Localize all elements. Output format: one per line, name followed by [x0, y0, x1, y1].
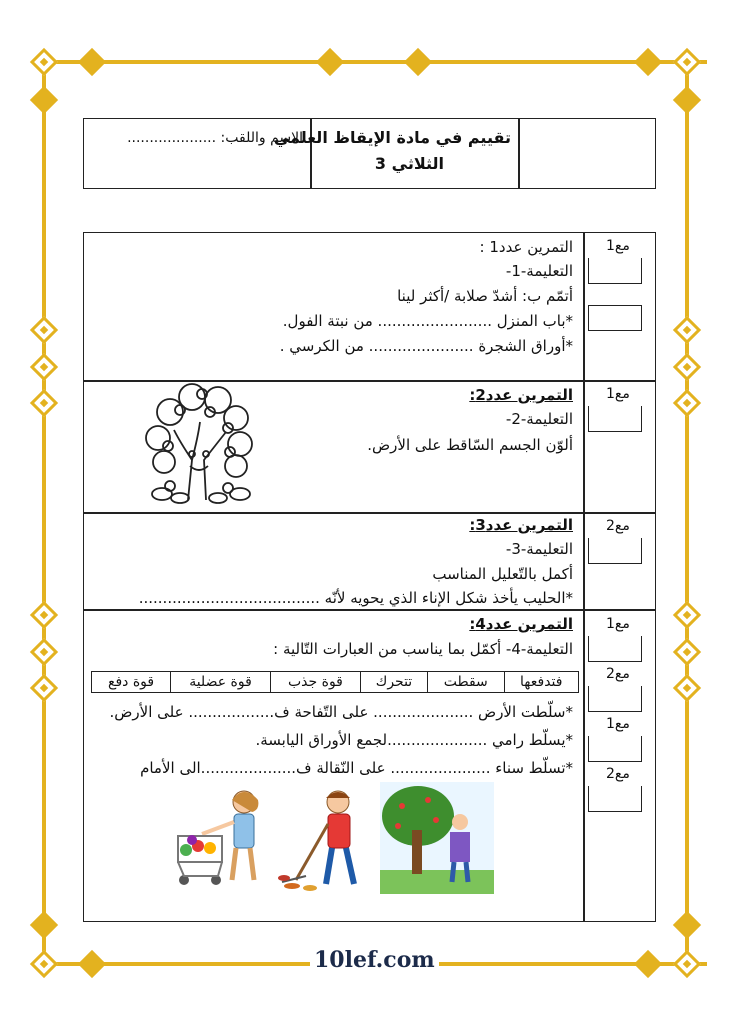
instruction: التعليمة-3- [505, 540, 573, 558]
header-divider [518, 118, 520, 189]
frame-ornament [30, 86, 58, 114]
section-divider [83, 512, 656, 514]
score-label: مع2 [606, 766, 630, 782]
task-text: ألوّن الجسم السّاقط على الأرض. [367, 436, 573, 454]
score-label: مع1 [606, 716, 630, 732]
name-field[interactable]: الاسم واللقب: .................... [127, 130, 303, 146]
page-subtitle: الثلاثي 3 [374, 154, 444, 173]
answer-line: *باب المنزل ........................ من نبتة الفول. [282, 312, 573, 330]
answer-line: *تسلّط سناء ..................... على النّقالة ف....................الى الأمام [140, 759, 573, 777]
score-box[interactable] [588, 258, 642, 284]
frame-ornament [78, 48, 106, 76]
section-divider [83, 609, 656, 611]
frame-ornament [673, 950, 701, 978]
frame-ornament [30, 638, 58, 666]
frame-ornament [30, 316, 58, 344]
score-box[interactable] [588, 686, 642, 712]
score-box[interactable] [588, 406, 642, 432]
frame-ornament [673, 638, 701, 666]
frame-ornament [673, 353, 701, 381]
exercise-title: التمرين عدد2: [469, 386, 573, 404]
exercise-title: التمرين عدد3: [469, 516, 573, 534]
word-option: تتحرك [361, 672, 428, 693]
score-box[interactable] [588, 305, 642, 331]
frame-right [685, 60, 689, 966]
instruction: التعليمة-4- أكمّل بما يناسب من العبارات التّالية : [273, 640, 573, 658]
frame-ornament [316, 48, 344, 76]
word-option: سقطت [427, 672, 504, 693]
answer-line: *سلّطت الأرض ..................... على التّفاحة ف.................. على الأرض. [109, 703, 573, 721]
task-text: أتمّم ب: أشدّ صلابة /أكثر لينا [397, 287, 573, 305]
score-label: مع2 [606, 666, 630, 682]
score-label: مع1 [606, 386, 630, 402]
exercise-title: التمرين عدد1 : [479, 238, 573, 256]
frame-ornament [30, 389, 58, 417]
watermark: 10lef.com [310, 947, 439, 973]
frame-ornament [673, 389, 701, 417]
marks-column-divider [583, 232, 585, 922]
frame-ornament [673, 86, 701, 114]
frame-ornament [404, 48, 432, 76]
frame-ornament [30, 674, 58, 702]
answer-line: *يسلّط رامي .....................لجمع الأوراق اليابسة. [255, 731, 573, 749]
answer-line: *أوراق الشجرة ...................... من الكرسي . [279, 337, 573, 355]
frame-ornament [634, 950, 662, 978]
score-label: مع2 [606, 518, 630, 534]
answer-line: *الحليب يأخذ شكل الإناء الذي يحويه لأنّه ...................................... [138, 589, 573, 607]
girl-with-cart-illustration [172, 784, 270, 894]
frame-ornament [30, 911, 58, 939]
boy-raking-illustration [276, 784, 376, 894]
apple-tree-scene-illustration [380, 782, 494, 894]
frame-ornament [634, 48, 662, 76]
word-option: قوة جذب [270, 672, 360, 693]
frame-ornament [673, 48, 701, 76]
frame-left [42, 60, 46, 966]
score-box[interactable] [588, 636, 642, 662]
word-option: قوة دفع [92, 672, 171, 693]
word-option: فتدفعها [504, 672, 579, 693]
page-title: تقييم في مادة الإيقاظ العلمي [273, 128, 511, 147]
task-text: أكمل بالتّعليل المناسب [432, 565, 573, 583]
frame-ornament [673, 911, 701, 939]
frame-ornament [30, 601, 58, 629]
word-option: قوة عضلية [171, 672, 271, 693]
apple-tree-drawing [140, 382, 260, 507]
frame-top [42, 60, 707, 64]
instruction: التعليمة-1- [505, 262, 573, 280]
word-bank-table [91, 671, 579, 693]
frame-ornament [673, 674, 701, 702]
frame-ornament [673, 316, 701, 344]
frame-ornament [673, 601, 701, 629]
exercise-title: التمرين عدد4: [469, 615, 573, 633]
score-box[interactable] [588, 736, 642, 762]
frame-ornament [30, 353, 58, 381]
score-label: مع1 [606, 238, 630, 254]
frame-ornament [30, 950, 58, 978]
frame-ornament [78, 950, 106, 978]
score-box[interactable] [588, 538, 642, 564]
score-label: مع1 [606, 616, 630, 632]
instruction: التعليمة-2- [505, 410, 573, 428]
score-box[interactable] [588, 786, 642, 812]
frame-ornament [30, 48, 58, 76]
